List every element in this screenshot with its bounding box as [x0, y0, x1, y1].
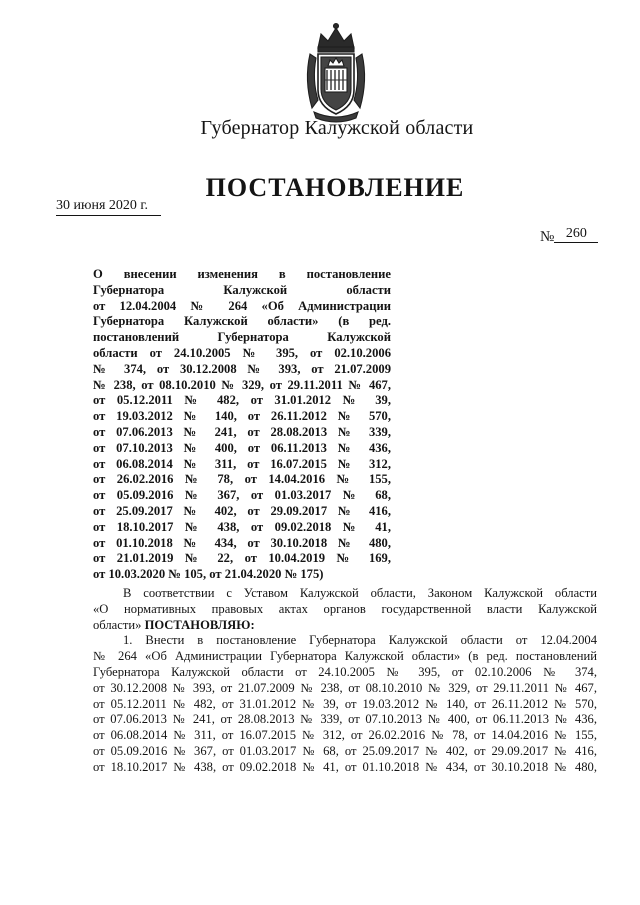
title-line: Губернатора Калужской области: [93, 282, 391, 297]
item-1-line: от 05.12.2011 № 482, от 31.01.2012 № 39, от 19.03.2012 № 140, от 26.11.2012 № 570,: [93, 696, 597, 711]
title-line: от 19.03.2012 № 140, от 26.11.2012 № 570,: [93, 409, 391, 424]
title-line: от 01.10.2018 № 434, от 30.10.2018 № 480,: [93, 535, 391, 550]
document-body: [93, 586, 597, 776]
coat-of-arms-icon: [296, 20, 376, 124]
authority-name: Губернатор Калужской области: [200, 117, 474, 139]
document-title: [93, 267, 391, 583]
item-1-line: от 05.09.2016 № 367, от 01.03.2017 № 68, от 25.09.2017 № 402, от 29.09.2017 № 416,: [93, 743, 597, 758]
item-1-line: Губернатора Калужской области от 24.10.2005 № 395, от 02.10.2006 № 374,: [93, 664, 597, 679]
preamble-text: области»: [93, 617, 142, 632]
preamble-line: [93, 618, 597, 634]
number-sign: №: [540, 229, 555, 245]
preamble-line: «О нормативных правовых актах органов государственной власти Калужской: [93, 601, 597, 616]
title-line: постановлений Губернатора Калужской: [93, 330, 391, 345]
document-date: 30 июня 2020 г.: [56, 198, 161, 216]
title-line: от 12.04.2004 № 264 «Об Администрации: [93, 298, 391, 313]
document-number: [540, 228, 598, 246]
preamble-line: В соответствии с Уставом Калужской области, Законом Калужской области: [123, 586, 597, 600]
item-1-line: от 06.08.2014 № 311, от 16.07.2015 № 312, от 26.02.2016 № 78, от 14.04.2016 № 155,: [93, 728, 597, 743]
title-line: области от 24.10.2005 № 395, от 02.10.2006: [93, 345, 391, 360]
title-line: от 07.10.2013 № 400, от 06.11.2013 № 436,: [93, 440, 391, 455]
title-line: от 26.02.2016 № 78, от 14.04.2016 № 155,: [93, 472, 391, 487]
document-type-heading: ПОСТАНОВЛЕНИЕ: [205, 173, 465, 202]
item-1-line: № 264 «Об Администрации Губернатора Калужской области» (в ред. постановлений: [93, 649, 597, 664]
number-value: 260: [554, 226, 598, 243]
title-line: от 06.08.2014 № 311, от 16.07.2015 № 312,: [93, 456, 391, 471]
title-line: от 18.10.2017 № 438, от 09.02.2018 № 41,: [93, 519, 391, 534]
resolution-word: ПОСТАНОВЛЯЮ:: [144, 617, 255, 632]
item-1-line: от 07.06.2013 № 241, от 28.08.2013 № 339, от 07.10.2013 № 400, от 06.11.2013 № 436,: [93, 712, 597, 727]
title-line: № 374, от 30.12.2008 № 393, от 21.07.2009: [93, 361, 391, 376]
title-line: от 05.09.2016 № 367, от 01.03.2017 № 68,: [93, 488, 391, 503]
item-1-line: от 18.10.2017 № 438, от 09.02.2018 № 41, от 01.10.2018 № 434, от 30.10.2018 № 480,: [93, 759, 597, 774]
title-line: № 238, от 08.10.2010 № 329, от 29.11.2011 № 467,: [93, 377, 391, 392]
title-line: от 10.03.2020 № 105, от 21.04.2020 № 175): [93, 567, 324, 582]
title-line: Губернатора Калужской области» (в ред.: [93, 314, 391, 329]
title-line: от 21.01.2019 № 22, от 10.04.2019 № 169,: [93, 551, 391, 566]
title-line: от 25.09.2017 № 402, от 29.09.2017 № 416,: [93, 503, 391, 518]
item-1-line: 1. Внести в постановление Губернатора Калужской области от 12.04.2004: [123, 633, 597, 648]
title-line: от 07.06.2013 № 241, от 28.08.2013 № 339,: [93, 424, 391, 439]
title-line: О внесении изменения в постановление: [93, 267, 391, 281]
item-1-line: от 30.12.2008 № 393, от 21.07.2009 № 238, от 08.10.2010 № 329, от 29.11.2011 № 467,: [93, 680, 597, 695]
title-line: от 05.12.2011 № 482, от 31.01.2012 № 39,: [93, 393, 391, 408]
